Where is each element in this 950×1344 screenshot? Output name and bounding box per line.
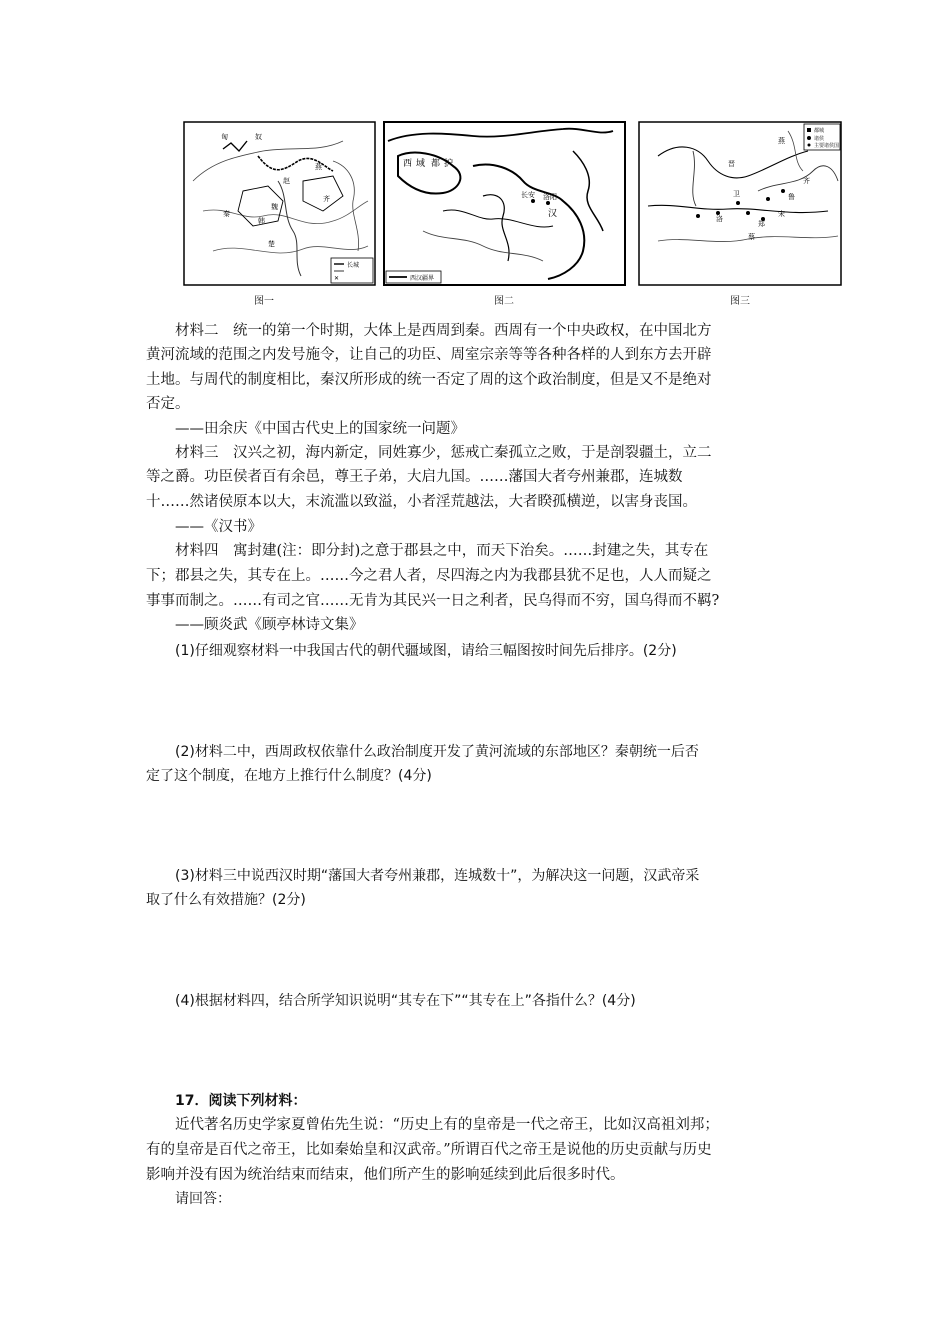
- material4-source: ——顾炎武《顾亭林诗文集》: [175, 617, 364, 633]
- map-label: 郑: [758, 220, 765, 228]
- map-figure-3: [638, 121, 842, 307]
- map-western-zhou: [638, 121, 842, 286]
- legend-label: 长城: [347, 262, 360, 269]
- material2-line: 黄河流域的范围之内发号施令，让自己的功臣、周室宗亲等等各种各样的人到东方去开辟: [146, 347, 712, 363]
- legend-label: 西汉疆界: [410, 275, 435, 282]
- map-western-han: [383, 121, 626, 286]
- map-figure-1: [183, 121, 376, 307]
- legend-label: 主要诸侯国: [814, 143, 840, 149]
- question-2: (2)材料二中，西周政权依靠什么政治制度开发了黄河流域的东部地区？秦朝统一后否: [175, 744, 699, 760]
- material3-line: 十……然诸侯原本以大，末流滥以致溢，小者淫荒越法，大者睽孤横逆，以害身丧国。: [146, 494, 697, 510]
- map-label: 卫: [733, 190, 740, 198]
- q17-title-text: 17．阅读下列材料：: [175, 1093, 307, 1109]
- material4-line: 材料四 寓封建(注：即分封)之意于郡县之中，而天下治矣。……封建之失，其专在: [175, 543, 709, 559]
- figure-caption: 图一: [254, 296, 274, 307]
- q17-line: 影响并没有因为统治结束而结束，他们所产生的影响延续到此后很多时代。: [146, 1167, 625, 1183]
- q17-line: 有的皇帝是百代之帝王，比如秦始皇和汉武帝。”所谓百代之帝王是说他的历史贡献与历史: [146, 1142, 712, 1158]
- map-label: 宋: [778, 210, 785, 218]
- map-figure-2: [383, 121, 626, 307]
- question-1: (1)仔细观察材料一中我国古代的朝代疆域图，请给三幅图按时间先后排序。(2分): [175, 643, 677, 659]
- legend-label: 诸侯: [814, 136, 825, 142]
- map-label: 西: [403, 159, 413, 169]
- material4-line: 事事而制之。……有司之官……无肯为其民兴一日之利者，民乌得而不穷，国乌得而不羁?: [146, 593, 720, 609]
- map-label: 域: [416, 159, 426, 169]
- map-label: 洛: [716, 215, 723, 223]
- question-3-cont: 取了什么有效措施？(2分): [146, 892, 306, 908]
- map-label: 晋: [728, 160, 735, 168]
- material3-line: 等之爵。功臣侯者百有余邑，尊王子弟，大启九国。……藩国大者夸州兼郡，连城数: [146, 469, 683, 485]
- map-label: 燕: [315, 163, 322, 171]
- legend-label: 都城: [814, 128, 825, 134]
- q17-line: 近代著名历史学家夏曾佑先生说：“历史上有的皇帝是一代之帝王，比如汉高祖刘邦；: [175, 1117, 719, 1133]
- map-label: 齐: [323, 195, 330, 203]
- figure-row: [183, 121, 845, 311]
- q17-prompt: 请回答：: [175, 1191, 231, 1207]
- map-label: 齐: [803, 177, 810, 185]
- map-label: 燕: [778, 137, 785, 145]
- question-2-cont: 定了这个制度，在地方上推行什么制度？(4分): [146, 768, 432, 784]
- question-3: (3)材料三中说西汉时期“藩国大者夸州兼郡，连城数十”，为解决这一问题，汉武帝采: [175, 868, 700, 884]
- map-label: 楚: [268, 240, 275, 248]
- figure-caption: 图三: [730, 296, 750, 307]
- map-warring-states: [183, 121, 376, 286]
- material2-source: ——田余庆《中国古代史上的国家统一问题》: [175, 421, 465, 437]
- map-label: 护: [444, 159, 454, 169]
- q17-title: [175, 1091, 840, 1111]
- figure-caption: 图二: [494, 296, 514, 307]
- map-label: 韩: [258, 217, 265, 225]
- map-label: 都: [431, 159, 441, 169]
- map-label: 奴: [255, 133, 262, 141]
- map-label: 赵: [283, 177, 290, 185]
- map-label: 魏: [271, 203, 278, 211]
- map-label: 匈: [221, 133, 228, 141]
- material2-line: 否定。: [146, 396, 190, 412]
- material4-line: 下；郡县之失，其专在上。……今之君人者，尽四海之内为我郡县犹不足也，人人而疑之: [146, 568, 712, 584]
- map-label: 蔡: [748, 233, 755, 241]
- map-label: 鲁: [788, 193, 795, 201]
- map-label: 汉: [548, 209, 558, 219]
- svg-text:✕: ✕: [334, 275, 340, 282]
- material2-line: 材料二 统一的第一个时期，大体上是西周到秦。西周有一个中央政权，在中国北方: [175, 323, 712, 339]
- material2-line: 土地。与周代的制度相比，秦汉所形成的统一否定了周的这个政治制度，但是又不是绝对: [146, 372, 712, 388]
- material3-line: 材料三 汉兴之初，海内新定，同姓寡少，惩戒亡秦孤立之败，于是剖裂疆土，立二: [175, 445, 712, 461]
- question-4: (4)根据材料四，结合所学知识说明“其专在下”“其专在上”各指什么？(4分): [175, 993, 636, 1009]
- map-label: 秦: [223, 210, 230, 218]
- material3-source: ——《汉书》: [175, 519, 262, 535]
- map-label: 洛阳: [543, 193, 557, 201]
- map-label: 长安: [521, 191, 535, 199]
